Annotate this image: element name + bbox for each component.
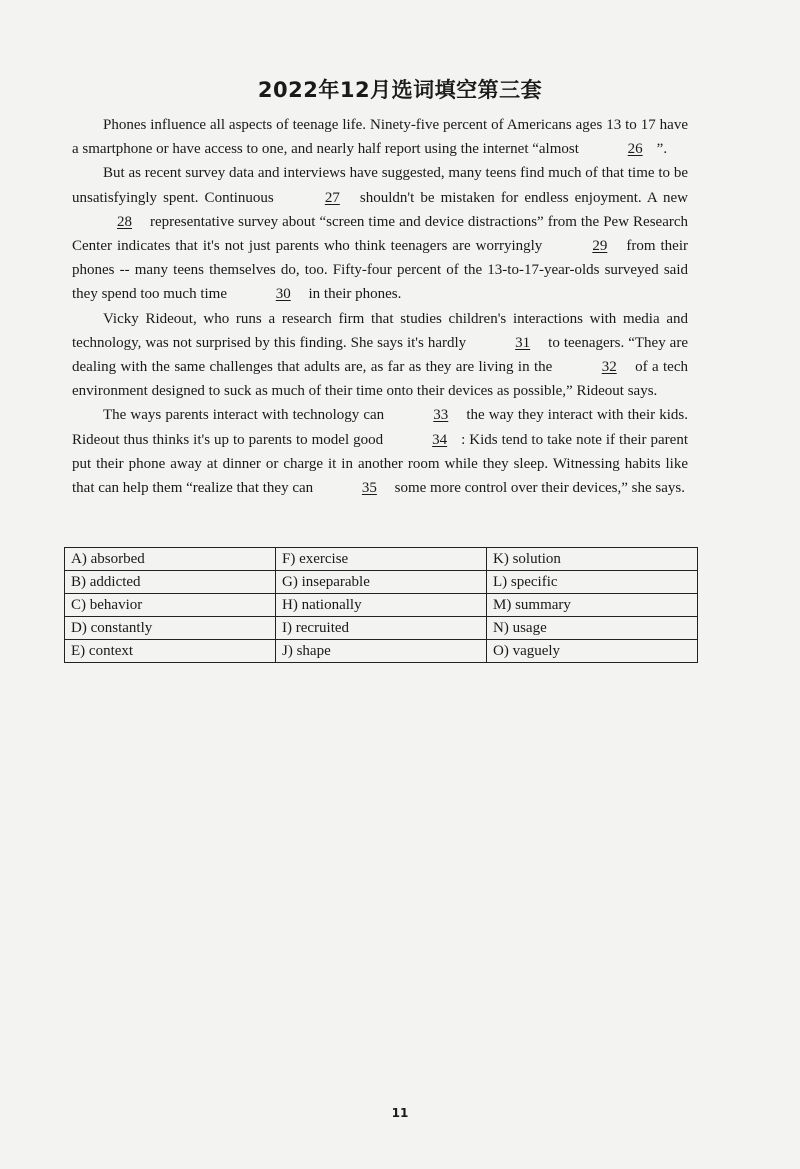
paragraph-text: The ways parents interact with technology can (103, 407, 389, 424)
paragraph-text: from their phones -- many teens themselves do, too. Fifty-four percent of the 13-to-17-year-olds surveyed said they spend too much time (72, 238, 688, 303)
paragraph-text: of a tech environment designed to suck as much of their time onto their devices as possible,” Rideout says. (72, 359, 688, 400)
paragraph-text: But as recent survey data and interviews have suggested, many teens find much of that time to be unsatisfyingly spent. Continuous (72, 165, 688, 206)
paragraph-1 (72, 113, 688, 161)
blank-34: 34 (432, 431, 448, 448)
page-title: 2022年12月选词填空第三套 (257, 78, 543, 102)
option-cell: F) exercise (276, 548, 487, 571)
paragraph-text: to teenagers. “They are dealing with the same challenges that adults are, as far as they are living in the (72, 334, 688, 376)
word-bank-table (64, 547, 698, 663)
paragraph-2 (72, 161, 688, 306)
blank-26: 26 (627, 141, 643, 158)
blank-33: 33 (433, 407, 449, 424)
blank-28: 28 (117, 213, 132, 230)
table-row (65, 640, 698, 663)
option-cell: M) summary (487, 594, 698, 617)
option-cell: K) solution (487, 548, 698, 571)
paragraph-text: shouldn't be mistaken for endless enjoyment. A new (353, 189, 689, 206)
paragraph-text: : Kids tend to take note if their parent put their phone away at dinner or charge it in another room while they sleep. Witnessing habits like that can help them “realize that they can (72, 431, 688, 497)
paragraph-4 (72, 403, 688, 500)
option-cell: L) specific (487, 571, 698, 594)
option-cell: N) usage (487, 617, 698, 640)
paragraph-text: ”. (656, 141, 668, 158)
option-cell: J) shape (276, 640, 487, 663)
paragraph-text: the way they interact with their kids. Rideout thus thinks it's up to parents to model good (72, 407, 688, 448)
option-cell: D) constantly (65, 617, 276, 640)
option-cell: A) absorbed (65, 548, 276, 571)
paragraph-text: Phones influence all aspects of teenage life. Ninety-five percent of Americans ages 13 to 17 have a smartphone or have access to one, and nearly half report using the internet “almost (72, 117, 688, 158)
option-cell: G) inseparable (276, 571, 487, 594)
blank-29: 29 (592, 238, 608, 255)
blank-31: 31 (515, 334, 531, 351)
option-cell: B) addicted (65, 571, 276, 594)
paragraph-3 (72, 307, 688, 404)
paragraph-text: Vicky Rideout, who runs a research firm that studies children's interactions with media and technology, was not surprised by this finding. She says it's hardly (72, 310, 688, 351)
paragraph-text: some more control over their devices,” she says. (390, 480, 685, 497)
blank-30: 30 (275, 286, 291, 303)
table-row (65, 594, 698, 617)
option-cell: E) context (65, 640, 276, 663)
blank-27: 27 (324, 189, 340, 206)
paragraph-text: representative survey about “screen time and device distractions” from the Pew Research Center indicates that it's not just parents who think teenagers are worryingly (72, 213, 688, 255)
table-row (65, 571, 698, 594)
table-row (65, 617, 698, 640)
option-cell: H) nationally (276, 594, 487, 617)
option-cell: O) vaguely (487, 640, 698, 663)
passage (72, 113, 688, 500)
blank-32: 32 (601, 359, 617, 376)
option-cell: I) recruited (276, 617, 487, 640)
blank-35: 35 (361, 480, 377, 497)
option-cell: C) behavior (65, 594, 276, 617)
paragraph-text: in their phones. (304, 286, 402, 303)
page-number: 11 (391, 1106, 409, 1120)
table-row (65, 548, 698, 571)
